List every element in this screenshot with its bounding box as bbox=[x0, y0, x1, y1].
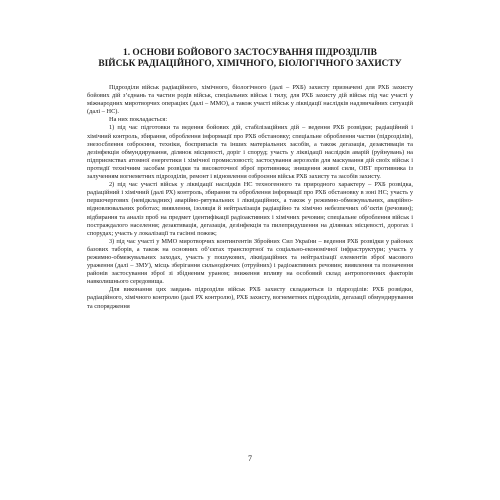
paragraph-intro: Підрозділи військ радіаційного, хімічного, біологічного (далі – РХБ) захисту призначені для РХБ захисту бойових дій з’єднань та частин родів військ, спеціальних військ і тилу, для РХБ захисту дій військ під час участі у міжнародних миротворчих операціях (далі – ММО), а також участі військ у ліквідації наслідків надзвичайних ситуацій (далі – НС). bbox=[87, 84, 413, 116]
page-number: 7 bbox=[248, 454, 252, 463]
section-heading bbox=[87, 48, 413, 70]
paragraph-item-2: 2) під час участі військ у ліквідації наслідків НС техногенного та природного характеру – РХБ розвідка, радіаційний і хімічний (далі РХ) контроль, збирання та оброблення інформації про РХБ обстановку в зоні НС; участь у першочергових (невідкладних) аварійно-рятувальних і ліквідаційних, а також у режимно-обмежувальних, аварійно-відновлювальних роботах; виявлення, ізоляція й нейтралізація радіаційно та хімічно небезпечних об’єктів (речовин); відбирання та аналіз проб на предмет ідентифікації радіоактивних і хімічних речовин; спеціальне оброблення військ і постраждалого населення; дезактивація, дегазація, дезінфекція та пилепридушення на ділянках місцевості, дорогах і спорудах; участь у локалізації та гасінні пожеж; bbox=[87, 181, 413, 237]
paragraph-item-3: 3) під час участі у ММО миротворчих контингентів Збройних Сил України – ведення РХБ розвідки у районах базових таборів, а також на основних об’єктах транспортної та соціально-економічної інфраструктури; участь у режимно-обмежувальних заходах, участь у пошукових, ліквідаційних та нейтралізації елементів зброї масового ураження (далі – ЗМУ), місць зберігання сильнодіючих (отруйних) і радіоактивних речовин; виявлення та позначення районів застосування зброї зі збідненим ураном; зниження впливу на особовий склад антропогенних факторів навколишнього середовища. bbox=[87, 237, 413, 286]
paragraph-tasks-lead: На них покладається: bbox=[109, 116, 168, 124]
heading-line-1: 1. ОСНОВИ БОЙОВОГО ЗАСТОСУВАННЯ ПІДРОЗДІЛІВ bbox=[123, 48, 377, 58]
document-page bbox=[87, 48, 413, 311]
paragraph-item-1: 1) під час підготовки та ведення бойових дій, стабілізаційних дій – ведення РХБ розвідки; радіаційний і хімічний контроль, збирання, оброблення інформації про РХБ обстановку; спеціальне оброблення частин (підрозділів), знезосблення озброєння, техніки, боєприпасів та інших матеріальних засобів, а також дегазація, дезактивація та дезінфекція обмундирування, ділянок місцевості, доріг і споруд; участь у ліквідації наслідків аварій (руйнувань) на підприємствах атомної енергетики і хімічної промисловості; застосування аерозолів для маскування дій своїх військ і протидії технічним засобам розвідки та високоточної зброї противника; знищення живої сили, ОВТ противника із залученням вогнеметних підрозділів, ремонт і відновлення озброєння військ РХБ захисту та засобів захисту. bbox=[87, 124, 413, 181]
paragraph-composition: Для виконання цих завдань підрозділи військ РХБ захисту складаються із підрозділів: РХБ розвідки, радіаційного, хімічного контролю (далі РХ контролю), РХБ захисту, вогнеметних підрозділів, дегазації обмундирування та спорядження bbox=[87, 286, 413, 310]
heading-line-2: ВІЙСЬК РАДІАЦІЙНОГО, ХІМІЧНОГО, БІОЛОГІЧНОГО ЗАХИСТУ bbox=[98, 59, 402, 69]
